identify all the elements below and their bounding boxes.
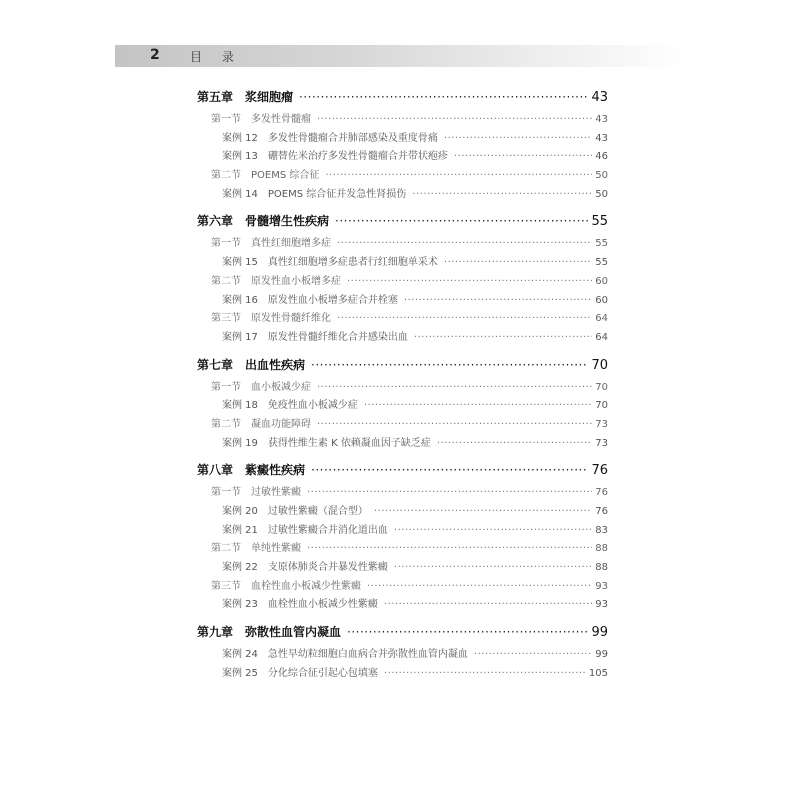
toc-case-page: 73 <box>595 437 608 449</box>
dot-leader <box>414 332 592 343</box>
toc-chapter-row <box>197 461 608 483</box>
dot-leader <box>335 214 588 228</box>
toc-case-label: 案例 18 免疫性血小板减少症 <box>222 400 358 412</box>
toc-chapter-label: 第五章 浆细胞瘤 <box>197 90 294 104</box>
dot-leader <box>412 189 592 200</box>
toc-case-row <box>197 253 608 272</box>
toc-case-label: 案例 23 血栓性血小板减少性紫癜 <box>222 599 378 611</box>
dot-leader <box>384 599 592 610</box>
toc-section-label: 第二节 单纯性紫癜 <box>211 543 301 555</box>
dot-leader <box>317 419 592 430</box>
toc-case-label: 案例 21 过敏性紫癜合并消化道出血 <box>222 524 388 536</box>
toc-section-label: 第二节 原发性血小板增多症 <box>211 275 341 287</box>
toc-case-label: 案例 25 分化综合征引起心包填塞 <box>222 667 378 679</box>
toc-section-page: 76 <box>595 487 608 499</box>
toc-case-page: 64 <box>595 331 608 343</box>
dot-leader <box>311 358 588 372</box>
toc-case-page: 60 <box>595 294 608 306</box>
dot-leader <box>444 133 592 144</box>
dot-leader <box>437 438 592 449</box>
toc-section-page: 50 <box>595 170 608 182</box>
toc-case-page: 55 <box>595 257 608 269</box>
toc-section-row <box>197 577 608 596</box>
toc-case-page: 43 <box>595 132 608 144</box>
toc-section-row <box>197 234 608 253</box>
toc-case-label: 案例 17 原发性骨髓纤维化合并感染出血 <box>222 331 408 343</box>
toc-case-label: 案例 22 支原体肺炎合并暴发性紫癜 <box>222 562 388 574</box>
toc-case-label: 案例 24 急性早幼粒细胞白血病合并弥散性血管内凝血 <box>222 649 468 661</box>
toc-case-page: 105 <box>588 667 608 679</box>
toc-section-row <box>197 483 608 502</box>
toc-chapter-page: 76 <box>591 463 608 479</box>
dot-leader <box>307 543 592 554</box>
dot-leader <box>347 625 588 639</box>
toc-case-page: 99 <box>595 649 608 661</box>
dot-leader <box>347 276 592 287</box>
toc-case-page: 83 <box>595 524 608 536</box>
dot-leader <box>384 668 586 679</box>
toc-section-label: 第二节 POEMS 综合征 <box>211 170 320 182</box>
toc-case-row <box>197 595 608 614</box>
dot-leader <box>444 257 592 268</box>
dot-leader <box>317 114 592 125</box>
toc-case-label: 案例 19 获得性维生素 K 依赖凝血因子缺乏症 <box>222 437 431 449</box>
toc-section-label: 第三节 原发性骨髓纤维化 <box>211 313 331 325</box>
dot-leader <box>374 506 592 517</box>
toc-section-page: 88 <box>595 543 608 555</box>
toc-chapter-row <box>197 623 608 645</box>
toc-case-row <box>197 521 608 540</box>
toc-case-label: 案例 15 真性红细胞增多症患者行红细胞单采术 <box>222 257 438 269</box>
toc-case-row <box>197 502 608 521</box>
toc-chapter-page: 70 <box>591 357 608 373</box>
toc-chapter-page: 55 <box>591 214 608 230</box>
toc-section-page: 60 <box>595 275 608 287</box>
toc-section-label: 第一节 过敏性紫癜 <box>211 487 301 499</box>
dot-leader <box>394 562 592 573</box>
toc-case-page: 50 <box>595 188 608 200</box>
toc-case-label: 案例 14 POEMS 综合征并发急性肾损伤 <box>222 188 407 200</box>
dot-leader <box>311 463 588 477</box>
toc-chapter-row <box>197 356 608 378</box>
dot-leader <box>317 382 592 393</box>
table-of-contents <box>197 88 608 692</box>
toc-chapter-label: 第九章 弥散性血管内凝血 <box>197 625 342 640</box>
page-title: 目 录 <box>190 50 242 64</box>
dot-leader <box>337 313 592 324</box>
toc-section-label: 第一节 多发性骨髓瘤 <box>211 114 311 125</box>
toc-case-row <box>197 147 608 166</box>
toc-section-page: 70 <box>595 381 608 393</box>
toc-chapter-group <box>197 461 608 614</box>
toc-section-row <box>197 309 608 328</box>
toc-section-row <box>197 272 608 291</box>
toc-chapter-label: 第七章 出血性疾病 <box>197 357 306 372</box>
toc-case-label: 案例 12 多发性骨髓瘤合并肺部感染及重度骨痛 <box>222 132 438 144</box>
toc-section-label: 第三节 血栓性血小板减少性紫癜 <box>211 580 361 592</box>
dot-leader <box>325 170 592 181</box>
toc-section-row <box>197 539 608 558</box>
toc-section-page: 64 <box>595 313 608 325</box>
toc-chapter-label: 第八章 紫癜性疾病 <box>197 463 306 478</box>
dot-leader <box>474 649 592 660</box>
toc-case-row <box>197 328 608 347</box>
toc-case-row <box>197 129 608 148</box>
toc-chapter-page: 99 <box>591 625 608 641</box>
toc-case-row <box>197 664 608 683</box>
toc-section-label: 第一节 血小板减少症 <box>211 381 311 393</box>
toc-chapter-label: 第六章 骨髓增生性疾病 <box>197 214 330 229</box>
toc-section-page: 43 <box>595 114 608 125</box>
toc-case-page: 93 <box>595 599 608 611</box>
toc-section-label: 第一节 真性红细胞增多症 <box>211 238 331 250</box>
toc-chapter-row <box>197 212 608 234</box>
dot-leader <box>299 90 588 104</box>
dot-leader <box>337 238 592 249</box>
toc-case-row <box>197 558 608 577</box>
toc-case-row <box>197 396 608 415</box>
toc-chapter-group <box>197 88 608 203</box>
toc-section-page: 93 <box>595 580 608 592</box>
toc-case-row <box>197 434 608 453</box>
toc-case-row <box>197 645 608 664</box>
toc-case-row <box>197 185 608 204</box>
toc-case-label: 案例 20 过敏性紫癜（混合型） <box>222 506 368 517</box>
dot-leader <box>307 487 592 498</box>
toc-case-page: 88 <box>595 562 608 574</box>
dot-leader <box>404 295 592 306</box>
toc-case-label: 案例 13 硼替佐米治疗多发性骨髓瘤合并带状疱疹 <box>222 151 448 163</box>
toc-section-page: 73 <box>595 418 608 430</box>
dot-leader <box>394 525 592 536</box>
toc-case-page: 46 <box>595 151 608 163</box>
toc-section-label: 第二节 凝血功能障碍 <box>211 418 311 430</box>
toc-chapter-page: 43 <box>591 90 608 105</box>
toc-section-row <box>197 415 608 434</box>
dot-leader <box>367 581 592 592</box>
toc-section-page: 55 <box>595 238 608 250</box>
toc-chapter-group <box>197 212 608 346</box>
toc-case-label: 案例 16 原发性血小板增多症合并栓塞 <box>222 294 398 306</box>
toc-chapter-row <box>197 88 608 110</box>
toc-section-row <box>197 378 608 397</box>
toc-chapter-group <box>197 623 608 682</box>
toc-section-row <box>197 110 608 129</box>
toc-case-page: 76 <box>595 506 608 517</box>
dot-leader <box>364 400 592 411</box>
page-number: 2 <box>150 47 160 63</box>
toc-chapter-group <box>197 356 608 453</box>
toc-section-row <box>197 166 608 185</box>
dot-leader <box>454 151 592 162</box>
toc-case-row <box>197 291 608 310</box>
toc-case-page: 70 <box>595 400 608 412</box>
